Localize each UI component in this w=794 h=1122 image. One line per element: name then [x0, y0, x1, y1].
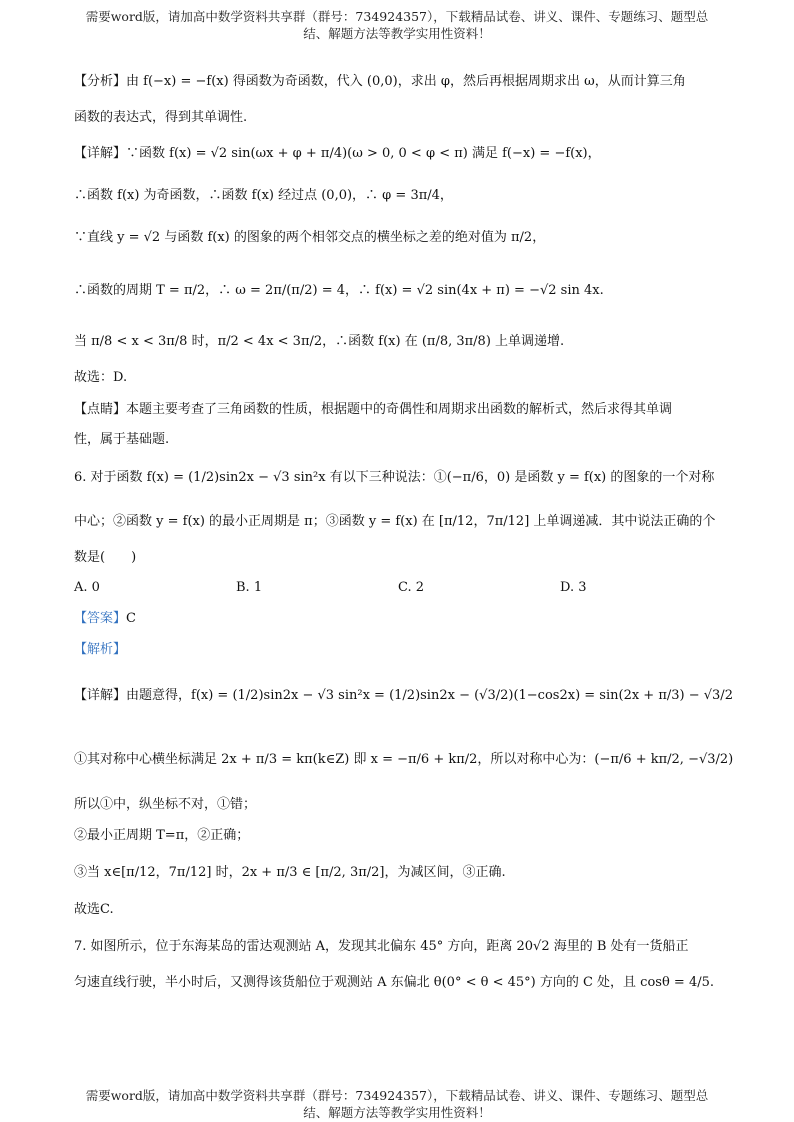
q5-comment-line-2: 性，属于基础题.	[74, 432, 170, 447]
header-banner	[60, 8, 734, 42]
q6-option-c: C. 2	[398, 580, 425, 595]
q6-detail-line-1: 【详解】由题意得，f(x) = (1/2)sin2x − √3 sin²x = (1/2)sin2x − (√3/2)(1−cos2x) = sin(2x + π/3) − √3/2	[74, 688, 733, 703]
q5-detail-line-2: ∴函数 f(x) 为奇函数，∴函数 f(x) 经过点 (0,0)，∴ φ = 3π/4，	[74, 188, 453, 203]
q7-stem-line-1: 7. 如图所示，位于东海某岛的雷达观测站 A，发现其北偏东 45° 方向，距离 20√2 海里的 B 处有一货船正	[74, 939, 689, 954]
q6-detail-line-4: ②最小正周期 T=π，②正确；	[74, 828, 250, 843]
q5-detail-line-3: ∵直线 y = √2 与函数 f(x) 的图象的两个相邻交点的横坐标之差的绝对值为 π/2，	[74, 230, 546, 245]
q5-analysis-line-1: 【分析】由 f(−x) = −f(x) 得函数为奇函数，代入 (0,0)，求出 φ，然后再根据周期求出 ω，从而计算三角	[74, 74, 686, 89]
q6-detail-line-2: ①其对称中心横坐标满足 2x + π/3 = kπ(k∈Z) 即 x = −π/6 + kπ/2，所以对称中心为：(−π/6 + kπ/2, −√3/2)	[74, 752, 734, 767]
q6-detail-line-5: ③当 x∈[π/12，7π/12] 时，2x + π/3 ∈ [π/2, 3π/2]，为减区间，③正确.	[74, 865, 506, 880]
answer-tag: 【答案】	[74, 611, 127, 626]
q6-stem-line-1: 6. 对于函数 f(x) = (1/2)sin2x − √3 sin²x 有以下三种说法：①(−π/6，0) 是函数 y = f(x) 的图象的一个对称	[74, 470, 715, 485]
header-banner-line-2: 结、解题方法等教学实用性资料！	[303, 26, 491, 41]
header-banner-line-1: 需要word版，请加高中数学资料共享群（群号：734924357），下载精品试卷、讲义、课件、专题练习、题型总	[85, 9, 709, 24]
q6-stem-line-2: 中心；②函数 y = f(x) 的最小正周期是 π；③函数 y = f(x) 在 [π/12，7π/12] 上单调递减．其中说法正确的个	[74, 514, 716, 529]
q6-option-b: B. 1	[236, 580, 263, 595]
q5-analysis-line-2: 函数的表达式，得到其单调性.	[74, 110, 248, 125]
q6-stem-line-3: 数是( )	[74, 550, 137, 565]
q6-explain-tag: 【解析】	[74, 642, 127, 657]
answer-value: C	[126, 611, 136, 626]
q5-choice: 故选：D.	[74, 370, 128, 385]
q7-stem-line-2: 匀速直线行驶，半小时后，又测得该货船位于观测站 A 东偏北 θ(0° < θ < 45°) 方向的 C 处，且 cosθ = 4/5.	[74, 975, 715, 990]
footer-banner-line-1: 需要word版，请加高中数学资料共享群（群号：734924357），下载精品试卷、讲义、课件、专题练习、题型总	[85, 1088, 709, 1103]
q5-detail-line-4: ∴函数的周期 T = π/2，∴ ω = 2π/(π/2) = 4，∴ f(x) = √2 sin(4x + π) = −√2 sin 4x.	[74, 283, 604, 298]
q6-option-d: D. 3	[560, 580, 587, 595]
q6-choice: 故选C.	[74, 902, 114, 917]
footer-banner	[60, 1087, 734, 1121]
q5-detail-line-1: 【详解】∵函数 f(x) = √2 sin(ωx + φ + π/4)(ω > 0, 0 < φ < π) 满足 f(−x) = −f(x)，	[74, 146, 601, 161]
footer-banner-line-2: 结、解题方法等教学实用性资料！	[303, 1105, 491, 1120]
q6-detail-line-3: 所以①中，纵坐标不对，①错；	[74, 797, 257, 812]
q5-detail-line-5: 当 π/8 < x < 3π/8 时，π/2 < 4x < 3π/2，∴函数 f(x) 在 (π/8, 3π/8) 上单调递增.	[74, 334, 565, 349]
q6-option-a: A. 0	[74, 580, 100, 595]
q5-comment-line-1: 【点睛】本题主要考查了三角函数的性质，根据题中的奇偶性和周期求出函数的解析式，然后求得其单调	[74, 402, 673, 417]
q6-answer	[74, 611, 724, 627]
